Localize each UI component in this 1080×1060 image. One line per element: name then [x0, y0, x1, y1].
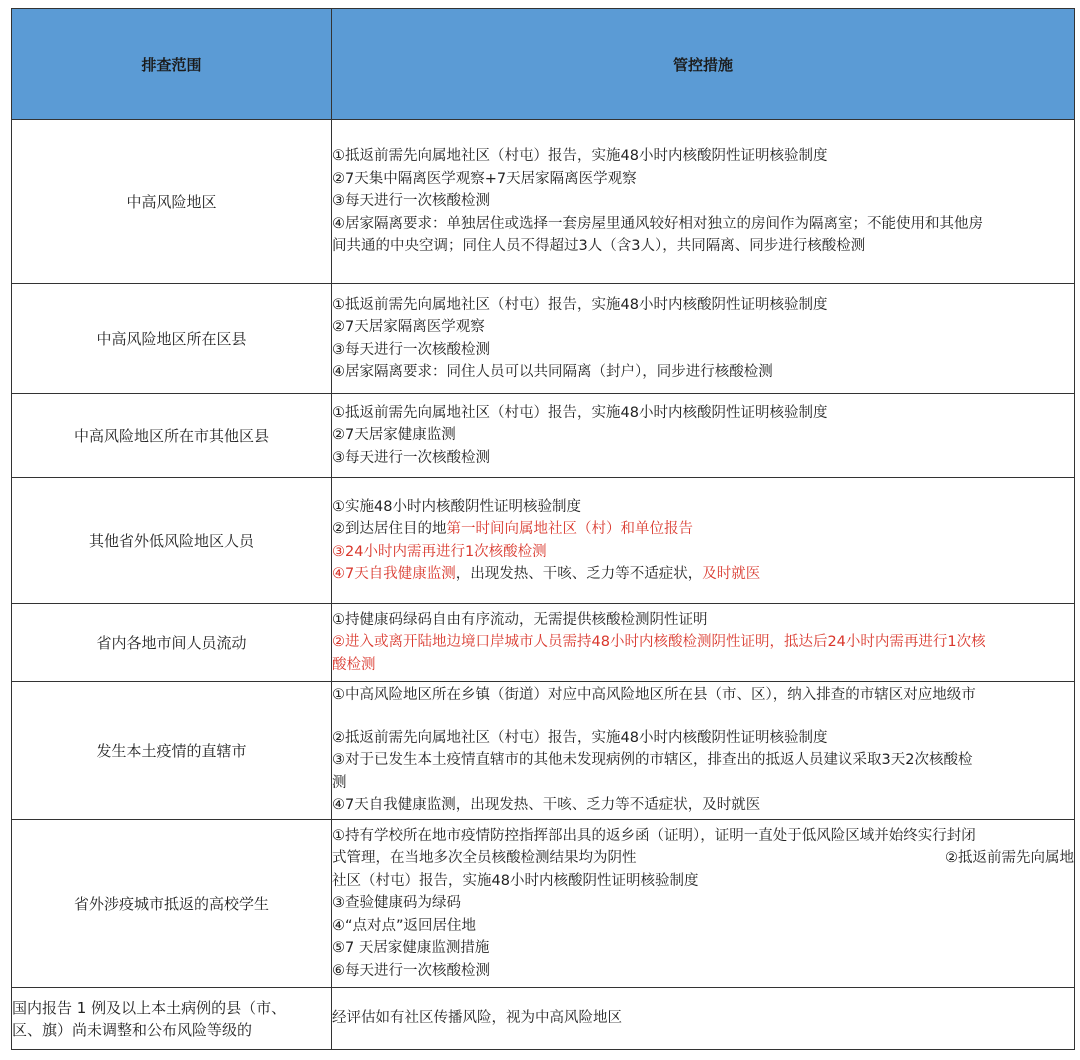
- scope-cell: 省内各地市间人员流动: [12, 604, 332, 682]
- measure-line: ②7天集中隔离医学观察+7天居家隔离医学观察: [332, 170, 637, 187]
- measure-text: ②到达居住目的地: [332, 521, 447, 537]
- measures-cell: 经评估如有社区传播风险，视为中高风险地区: [332, 988, 1075, 1050]
- table-row: [12, 394, 1075, 478]
- highlight-text: 离开陆地边境口岸城市人员需持48小时内核酸检测阴性证明，抵达后24小时内需再进行1次核: [388, 634, 986, 651]
- header-measures: 管控措施: [332, 9, 1075, 120]
- measure-line: ②7天居家隔离医学观察: [332, 319, 485, 335]
- scope-line: 区、旗）尚未调整和公布风险等级的: [12, 1020, 253, 1039]
- measures-cell: [332, 284, 1075, 394]
- measure-line: ①实施48小时内核酸阴性证明核验制度: [332, 498, 581, 515]
- measure-line: ③24小时内需再进行1次核酸检测: [332, 543, 547, 560]
- measures-cell: [332, 820, 1075, 988]
- scope-line: 国内报告 1 例及以上本土病例的县（市、: [12, 998, 287, 1017]
- measures-cell: [332, 682, 1075, 820]
- measure-line: ④居家隔离要求：单独居住或选择一套房屋里通风较好相对独立的房间作为隔离室；不能使用和其他房: [332, 215, 983, 232]
- table-header-row: [12, 9, 1075, 120]
- highlight-text: 第一时间向属地社区（村）和单位报告: [446, 521, 693, 537]
- measure-line: 社区（村屯）报告，实施48小时内核酸阴性证明核验制度: [332, 872, 699, 889]
- measure-line: ③对于已发生本土疫情直辖市的其他未发现病例的市辖区，排查出的抵返人员建议采取3天2次核酸检: [332, 752, 973, 769]
- measure-line: ③每天进行一次核酸检测: [332, 193, 490, 210]
- highlight-text: ④: [332, 566, 345, 582]
- scope-cell: 中高风险地区所在市其他区县: [12, 394, 332, 478]
- measure-line: ①持健康码绿码自由有序流动，无需提供核酸检测阴性证明: [332, 611, 708, 628]
- measures-cell: [332, 394, 1075, 478]
- table-row: [12, 988, 1075, 1050]
- measure-line: ③每天进行一次核酸检测: [332, 449, 490, 466]
- measure-text: 式管理，在当地多次全员核酸检测结果均为阴性: [332, 850, 637, 867]
- scope-cell: 省外涉疫城市抵返的高校学生: [12, 820, 332, 988]
- table-row: [12, 604, 1075, 682]
- scope-cell: 其他省外低风险地区人员: [12, 478, 332, 604]
- table-row: [12, 820, 1075, 988]
- measure-text: ②抵返前需先向属地: [945, 850, 1074, 867]
- measure-line: ①持有学校所在地市疫情防控指挥部出具的返乡函（证明），证明一直处于低风险区域并始终实行封闭: [332, 827, 976, 844]
- measure-line: ⑥每天进行一次核酸检测: [332, 962, 490, 979]
- header-scope: 排查范围: [12, 9, 332, 120]
- scope-cell: 中高风险地区: [12, 120, 332, 284]
- measure-line: [332, 563, 1074, 586]
- measure-line: 酸检测: [332, 656, 376, 673]
- measures-cell: [332, 478, 1075, 604]
- highlight-text: ②进入或: [332, 634, 389, 651]
- measure-line: ④“点对点”返回居住地: [332, 917, 477, 934]
- highlight-text: 及时就医: [702, 566, 761, 582]
- measure-line: 测: [332, 774, 347, 791]
- measure-line: ⑤7 天居家健康监测措施: [332, 940, 490, 957]
- table-row: [12, 478, 1075, 604]
- measure-line: ③每天进行一次核酸检测: [332, 341, 490, 358]
- measure-line: [332, 847, 1074, 870]
- measure-text: ，出现发热、干咳、乏力等不适症状，: [455, 566, 703, 582]
- measure-line: ④7天自我健康监测，出现发热、干咳、乏力等不适症状，及时就医: [332, 797, 761, 814]
- measure-line: ①抵返前需先向属地社区（村屯）报告，实施48小时内核酸阴性证明核验制度: [332, 296, 828, 313]
- scope-cell: 中高风险地区所在区县: [12, 284, 332, 394]
- measure-line: ②抵返前需先向属地社区（村屯）报告，实施48小时内核酸阴性证明核验制度: [332, 729, 828, 746]
- measure-line: ④居家隔离要求：同住人员可以共同隔离（封户），同步进行核酸检测: [332, 364, 773, 380]
- scope-cell: [12, 988, 332, 1050]
- measure-line: ①抵返前需先向属地社区（村屯）报告，实施48小时内核酸阴性证明核验制度: [332, 404, 828, 421]
- control-measures-table: [11, 8, 1075, 1050]
- table-row: [12, 682, 1075, 820]
- measure-line: [332, 631, 1074, 654]
- scope-cell: 发生本土疫情的直辖市: [12, 682, 332, 820]
- measure-line: [332, 518, 1074, 541]
- measure-line: ①抵返前需先向属地社区（村屯）报告，实施48小时内核酸阴性证明核验制度: [332, 148, 828, 165]
- measures-cell: [332, 120, 1075, 284]
- table-row: [12, 120, 1075, 284]
- table-row: [12, 284, 1075, 394]
- highlight-text: 7天自我健康监测: [345, 566, 456, 582]
- measure-line: 间共通的中央空调；同住人员不得超过3人（含3人），共同隔离、同步进行核酸检测: [332, 238, 866, 255]
- measure-line: ③查验健康码为绿码: [332, 895, 461, 912]
- measure-line: ②7天居家健康监测: [332, 427, 456, 444]
- measure-line: ①中高风险地区所在乡镇（街道）对应中高风险地区所在县（市、区），纳入排查的市辖区对应地级市: [332, 687, 976, 704]
- measures-cell: [332, 604, 1075, 682]
